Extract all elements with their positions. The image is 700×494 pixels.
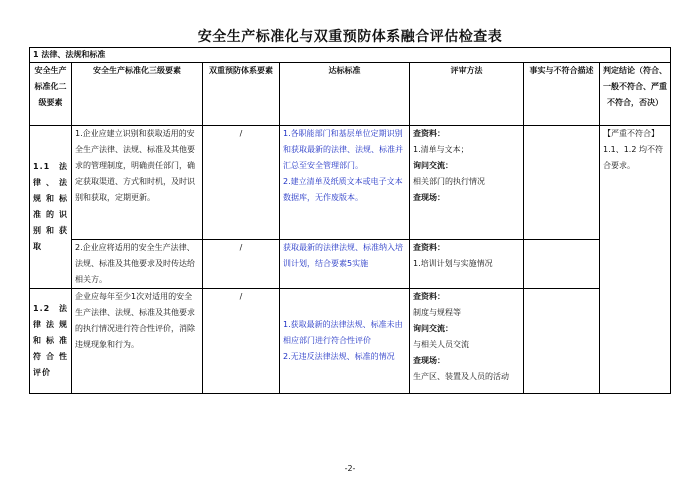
standard-text: 获取最新的法律法规、标准纳入培训计划，结合要素5实施 [280,240,410,289]
method-cell [410,126,524,240]
level3-element: 1.企业应建立识别和获取适用的安全生产法律、法规、标准及其他要求的管理制度，明确责任部门，确定获取渠道、方式和时机，及时识别和获取，定期更新。 [72,126,203,240]
site-check-text: 生产区、装置及人员的活动 [413,372,509,381]
fact-cell [524,126,600,240]
standard-text: 1.获取最新的法律法规、标准未由相应部门进行符合性评价 2.无违反法律法规、标准的情况 [280,289,410,394]
level3-element: 2.企业应将适用的安全生产法律、法规、标准及其他要求及时传达给相关方。 [72,240,203,289]
conclusion-cell [600,126,671,394]
fact-cell [524,289,600,394]
level3-element: 企业应每年至少1次对适用的安全生产法律、法规、标准及其他要求的执行情况进行符合性评价，消除违规现象和行为。 [72,289,203,394]
header-method: 评审方法 [410,63,524,126]
check-docs-text: 1.清单与文本； [413,145,469,154]
conclusion-label: 【严重不符合】 [603,129,659,138]
dual-element: / [203,240,280,289]
page-number: -2- [344,464,356,473]
interview-label: 询问交流： [413,324,453,333]
check-docs-label: 查资料： [413,129,445,138]
section-heading: 1 法律、法规和标准 [30,48,671,63]
method-cell [410,289,524,394]
level2-element-1-2: 1.2 法律法规和标准符合性评价 [30,289,72,394]
interview-label: 询问交流： [413,161,453,170]
header-standard: 达标标准 [280,63,410,126]
level2-element-1-1: 1.1 法律、法规和标准的识别和获取 [30,126,72,289]
interview-text: 相关部门的执行情况 [413,177,485,186]
header-fact: 事实与不符合描述 [524,63,600,126]
document-title: 安全生产标准化与双重预防体系融合评估检查表 [197,29,503,45]
standard-text: 1.各职能部门和基层单位定期识别和获取最新的法律、法规、标准并汇总至安全管理部门。 2.建立清单及纸质文本或电子文本数据库，无作废版本。 [280,126,410,240]
evaluation-table [29,47,671,394]
dual-element: / [203,126,280,240]
fact-cell [524,240,600,289]
header-dual-prevention: 双重预防体系要素 [203,63,280,126]
conclusion-text: 1.1、1.2 均不符合要求。 [603,145,663,170]
check-docs-label: 查资料： [413,292,445,301]
site-check-label: 查现场： [413,193,445,202]
site-check-label: 查现场： [413,356,445,365]
interview-text: 与相关人员交流 [413,340,469,349]
check-docs-label: 查资料： [413,243,445,252]
method-cell [410,240,524,289]
header-conclusion: 判定结论（符合、一般不符合、严重不符合，否决） [600,63,671,126]
header-level3: 安全生产标准化三级要素 [72,63,203,126]
header-level2: 安全生产标准化二级要素 [30,63,72,126]
check-docs-text: 制度与规程等 [413,308,461,317]
dual-element: / [203,289,280,394]
check-docs-text: 1.培训计划与实施情况 [413,259,493,268]
